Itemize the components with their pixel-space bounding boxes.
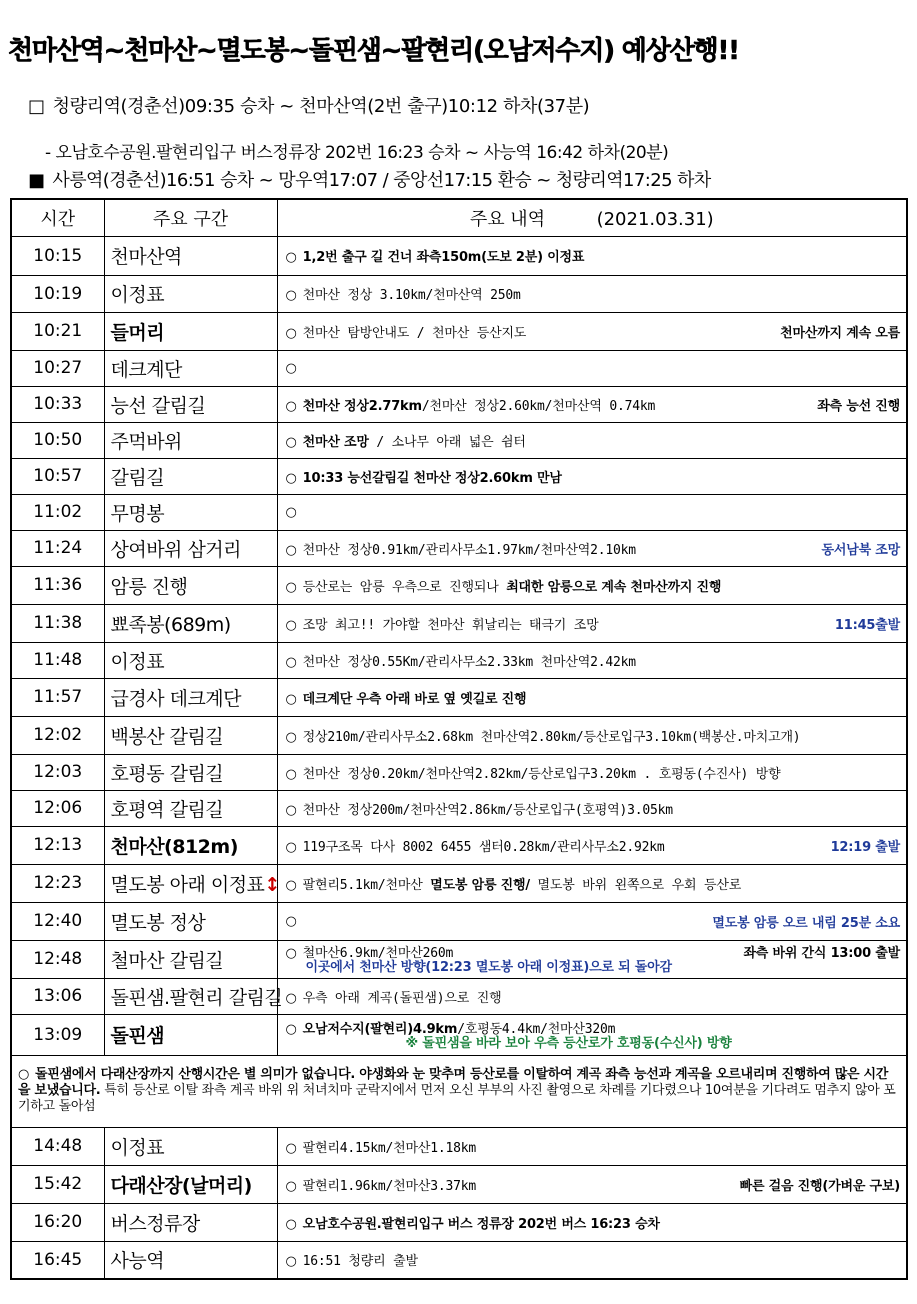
row-detail-line xyxy=(286,505,907,520)
row-detail-left xyxy=(286,361,303,376)
row-detail xyxy=(277,458,907,494)
table-row xyxy=(11,978,907,1014)
row-detail-note: 12:19 출발 xyxy=(830,839,900,855)
row-detail xyxy=(277,1241,907,1279)
row-section-label: 이정표 xyxy=(110,284,165,306)
row-section xyxy=(104,642,277,678)
row-detail-line xyxy=(286,912,907,931)
header-time: 시간 xyxy=(11,199,104,236)
row-detail-text: 천마산 정상 3.10km/천마산역 250m xyxy=(302,288,521,303)
row-detail-text: 조망 최고!! 가야할 천마산 휘날리는 태극기 조망 xyxy=(302,617,599,633)
table-row xyxy=(11,386,907,422)
row-detail-text: 정상210m/관리사무소2.68km 천마산역2.80km/등산로입구3.10km(백봉산.마치고개) xyxy=(302,729,801,745)
row-detail-line xyxy=(286,942,907,961)
row-detail-line xyxy=(286,1213,907,1232)
circle-bullet-icon: ○ xyxy=(285,617,297,633)
row-time: 11:36 xyxy=(11,566,104,604)
circle-bullet-icon: ○ xyxy=(285,729,297,745)
row-section-label: 사능역 xyxy=(110,1250,165,1273)
row-time: 16:20 xyxy=(11,1203,104,1241)
row-detail-bold: 오남저수지(팔현리)4.9km xyxy=(302,1021,458,1037)
transport-line-1 xyxy=(28,92,589,118)
row-detail-text: 천마산 탐방안내도 / 천마산 등산지도 xyxy=(302,325,527,341)
row-detail-note: 11:45출발 xyxy=(834,617,900,633)
row-section xyxy=(104,386,277,422)
circle-bullet-icon: ○ xyxy=(285,1140,297,1156)
row-detail-left xyxy=(286,651,636,670)
row-section xyxy=(104,978,283,1014)
row-detail xyxy=(277,494,907,530)
row-time: 11:02 xyxy=(11,494,104,530)
circle-bullet-icon: ○ xyxy=(285,470,297,486)
row-section xyxy=(104,1165,277,1203)
row-time: 12:03 xyxy=(11,754,104,790)
row-section-label: 호평동 갈림길 xyxy=(110,762,224,785)
row-detail-line xyxy=(286,1018,907,1037)
row-section-label: 철마산 갈림길 xyxy=(110,949,224,972)
row-section-label: 멸도봉 정상 xyxy=(110,911,206,934)
row-detail xyxy=(277,236,907,275)
row-section xyxy=(104,1127,277,1165)
row-detail-note: 좌측 능선 진행 xyxy=(817,398,900,414)
row-detail xyxy=(277,422,907,458)
circle-bullet-icon: ○ xyxy=(285,1216,297,1232)
row-section xyxy=(104,826,277,864)
row-detail xyxy=(277,1014,907,1055)
row-detail-subline: 이곳에서 천마산 방향(12:23 멸도봉 아래 이정표)으로 되 돌아감 xyxy=(305,960,672,976)
row-time: 10:27 xyxy=(11,350,104,386)
row-section xyxy=(104,350,277,386)
row-detail-text: 등산로는 암릉 우측으로 진행되나 xyxy=(302,579,507,595)
row-detail-line xyxy=(286,1137,907,1156)
row-detail-line xyxy=(286,987,907,1006)
row-section-label: 뾰족봉(689m) xyxy=(110,613,231,636)
row-detail-line xyxy=(286,467,907,486)
note-row xyxy=(11,1055,907,1127)
circle-bullet-icon: ○ xyxy=(285,839,297,855)
row-detail-line xyxy=(286,651,907,670)
row-detail-left xyxy=(286,763,781,782)
row-section-label: 천마산(812m) xyxy=(110,835,238,858)
circle-bullet-icon: ○ xyxy=(285,1178,297,1194)
row-detail-line xyxy=(286,1250,907,1269)
row-detail xyxy=(277,940,907,978)
row-time: 10:19 xyxy=(11,275,104,312)
row-detail xyxy=(277,530,907,566)
row-detail-line xyxy=(286,539,907,558)
table-row xyxy=(11,236,907,275)
row-detail-note: 동서남북 조망 xyxy=(821,542,900,558)
row-section-label: 돌핀샘.팔현리 갈림길 xyxy=(110,986,283,1009)
row-detail-tail: 멸도봉 바위 왼쪽으로 우회 등산로 xyxy=(529,877,742,893)
row-detail xyxy=(277,1203,907,1241)
row-section xyxy=(104,458,277,494)
row-detail-line xyxy=(286,361,907,376)
row-detail-left xyxy=(286,395,656,414)
row-section xyxy=(104,604,277,642)
row-time: 12:02 xyxy=(11,716,104,754)
row-detail-text: 119구조목 다사 8002 6455 샘터0.28km/관리사무소2.92km xyxy=(302,839,665,855)
row-detail-text: 팔현리5.1km/천마산 xyxy=(302,877,431,893)
row-section xyxy=(104,940,277,978)
circle-bullet-icon: ○ xyxy=(285,691,297,707)
table-row xyxy=(11,604,907,642)
row-detail-left xyxy=(286,467,562,486)
row-time: 11:57 xyxy=(11,678,104,716)
row-time: 12:06 xyxy=(11,790,104,826)
row-section-label: 상여바위 삼거리 xyxy=(110,538,242,561)
table-row xyxy=(11,1014,907,1055)
row-section-label: 암릉 진행 xyxy=(110,575,188,598)
row-detail xyxy=(277,604,907,642)
row-section-label: 이정표 xyxy=(110,650,165,673)
row-section-label: 호평역 갈림길 xyxy=(110,798,224,821)
row-detail-text: 1,2번 출구 길 건너 좌측150m(도보 2분) 이정표 xyxy=(302,250,585,265)
row-detail xyxy=(277,754,907,790)
table-row xyxy=(11,902,907,940)
row-detail-note: 빠른 걸음 진행(가벼운 구보) xyxy=(739,1178,900,1194)
circle-bullet-icon: ○ xyxy=(285,288,297,303)
row-time: 14:48 xyxy=(11,1127,104,1165)
note-part-2: 많은 시간을 보냈습니다. xyxy=(18,1066,889,1098)
table-row xyxy=(11,1165,907,1203)
row-detail xyxy=(277,864,907,902)
table-row xyxy=(11,1203,907,1241)
row-detail-text: 천마산 정상200m/천마산역2.86km/등산로입구(호평역)3.05km xyxy=(302,802,673,818)
row-detail-line xyxy=(286,395,907,414)
row-detail-text: 천마산 정상0.55Km/관리사무소2.33km 천마산역2.42km xyxy=(302,654,636,670)
row-detail xyxy=(277,678,907,716)
row-time: 16:45 xyxy=(11,1241,104,1279)
row-time: 12:23 xyxy=(11,864,104,902)
row-detail-left xyxy=(286,726,801,745)
row-section xyxy=(104,678,277,716)
transport-line-3 xyxy=(28,166,711,192)
row-time: 12:48 xyxy=(11,940,104,978)
circle-bullet-icon: ○ xyxy=(285,434,297,450)
row-section xyxy=(104,902,277,940)
table-row xyxy=(11,642,907,678)
row-section-label: 백봉산 갈림길 xyxy=(110,725,224,748)
row-detail-left xyxy=(286,1018,616,1037)
row-detail-left xyxy=(286,914,303,929)
row-detail-line xyxy=(286,836,907,855)
table-row xyxy=(11,790,907,826)
note-part-1: 돌핀샘에서 다래산장까지 산행시간은 별 의미가 없습니다. 야생화와 눈 맞추며 등산로를 이탈하여 계곡 좌측 능선과 계곡을 오르내리며 진행하여 xyxy=(35,1066,835,1082)
circle-bullet-icon: ○ xyxy=(285,913,297,929)
row-detail-line xyxy=(286,763,907,782)
row-detail-left xyxy=(286,799,673,818)
schedule-table xyxy=(10,198,908,1280)
row-detail xyxy=(277,1127,907,1165)
row-detail xyxy=(277,716,907,754)
row-detail-line xyxy=(286,576,907,595)
row-time: 10:21 xyxy=(11,312,104,350)
row-detail-left xyxy=(286,246,585,265)
row-detail-left xyxy=(286,836,665,855)
row-detail xyxy=(277,312,907,350)
circle-bullet-icon: ○ xyxy=(285,325,297,341)
note-cell xyxy=(11,1055,907,1127)
row-detail-text: 16:51 청량리 출발 xyxy=(302,1254,418,1270)
row-detail xyxy=(277,350,907,386)
circle-bullet-icon: ○ xyxy=(285,542,297,558)
header-date: (2021.03.31) xyxy=(596,208,714,230)
row-detail-text: /천마산 정상2.60km/천마산역 0.74km xyxy=(421,398,656,414)
row-section-label: 갈림길 xyxy=(110,466,165,489)
row-detail-left xyxy=(286,284,521,303)
row-section xyxy=(104,494,277,530)
row-section-label: 급경사 데크계단 xyxy=(110,687,242,710)
table-row xyxy=(11,864,907,902)
table-row xyxy=(11,1241,907,1279)
circle-bullet-icon: ○ xyxy=(285,946,297,962)
row-detail-left xyxy=(286,322,527,341)
circle-bullet-icon: ○ xyxy=(285,579,297,595)
transport-line-1-text: 청량리역(경춘선)09:35 승차 ~ 천마산역(2번 출구)10:12 하차(37분) xyxy=(52,96,590,117)
row-detail-text: 10:33 능선갈림길 천마산 정상2.60km 만남 xyxy=(302,470,562,486)
circle-bullet-icon: ○ xyxy=(285,1254,297,1270)
row-detail-line xyxy=(286,614,907,633)
transport-line-3-text: 사릉역(경춘선)16:51 승차 ~ 망우역17:07 / 중앙선17:15 환승 ~ 청량리역17:25 하차 xyxy=(52,170,711,191)
row-time: 11:24 xyxy=(11,530,104,566)
row-section-label: 천마산역 xyxy=(110,246,182,268)
row-time: 10:15 xyxy=(11,236,104,275)
row-detail-text: 천마산 정상0.91km/관리사무소1.97km/천마산역2.10km xyxy=(302,542,636,558)
row-time: 10:33 xyxy=(11,386,104,422)
row-detail-left xyxy=(286,431,526,450)
table-row xyxy=(11,312,907,350)
row-detail-bold: 천마산 조망 xyxy=(302,434,369,450)
filled-square-icon: ■ xyxy=(28,170,45,191)
row-section xyxy=(104,566,277,604)
row-detail-left xyxy=(286,614,599,633)
row-detail-note: 멸도봉 암릉 오르 내림 25분 소요 xyxy=(712,915,900,931)
row-detail-left xyxy=(286,987,502,1006)
row-detail-line xyxy=(286,284,907,303)
circle-bullet-icon: ○ xyxy=(285,802,297,818)
row-time: 13:06 xyxy=(11,978,104,1014)
circle-bullet-icon: ○ xyxy=(285,398,297,414)
header-detail xyxy=(277,199,907,236)
row-detail-line xyxy=(286,1175,907,1194)
row-detail-text: / 소나무 아래 넓은 쉼터 xyxy=(368,434,526,450)
row-time: 10:50 xyxy=(11,422,104,458)
row-detail-emphasis: 최대한 암릉으로 계속 천마산까지 진행 xyxy=(506,579,722,595)
table-row xyxy=(11,826,907,864)
row-time: 13:09 xyxy=(11,1014,104,1055)
circle-bullet-icon: ○ xyxy=(285,766,297,782)
row-detail-left xyxy=(286,1137,476,1156)
table-row xyxy=(11,350,907,386)
table-row xyxy=(11,940,907,978)
row-time: 12:13 xyxy=(11,826,104,864)
row-detail-text: 팔현리4.15km/천마산1.18km xyxy=(302,1140,476,1156)
row-detail xyxy=(277,386,907,422)
header-section: 주요 구간 xyxy=(104,199,277,236)
row-detail xyxy=(277,642,907,678)
row-section-label: 능선 갈림길 xyxy=(110,394,206,417)
note-part-3: 특히 등산로 이탈 좌측 계곡 바위 위 처녀치마 군락지에서 먼저 오신 부부의 사진 촬영으로 차례를 기다렸으나 10여분을 기다려도 멈추지 않아 포기하고 돌아섬 xyxy=(18,1082,896,1115)
row-detail xyxy=(277,978,907,1014)
row-detail-line xyxy=(286,726,907,745)
row-section xyxy=(104,1203,277,1241)
row-detail-emphasis: 멸도봉 암릉 진행/ xyxy=(430,877,530,893)
row-section xyxy=(104,422,277,458)
row-section-label: 데크계단 xyxy=(110,358,182,381)
row-detail-note: 좌측 바위 간식 13:00 출발 xyxy=(743,946,900,962)
row-section-label: 이정표 xyxy=(110,1136,165,1159)
row-detail-subline: ※ 돌핀샘을 바라 보아 우측 등산로가 호평동(수신사) 방향 xyxy=(405,1035,732,1051)
row-detail-text: 천마산 정상0.20km/천마산역2.82km/등산로입구3.20km . 호평동(수진사) 방향 xyxy=(302,766,781,782)
table-row xyxy=(11,754,907,790)
row-detail-line xyxy=(286,799,907,818)
row-section xyxy=(104,864,280,902)
row-detail-line xyxy=(286,322,907,341)
row-section-label: 다래산장(날머리) xyxy=(110,1174,252,1197)
row-section-label: 멸도봉 아래 이정표 xyxy=(110,873,265,896)
table-row xyxy=(11,422,907,458)
row-detail xyxy=(277,902,907,940)
row-section-label: 주먹바위 xyxy=(110,430,182,453)
row-section-label: 무명봉 xyxy=(110,502,165,525)
row-section xyxy=(104,716,277,754)
circle-bullet-icon: ○ xyxy=(285,360,297,376)
row-detail-left xyxy=(286,576,722,595)
row-time: 12:40 xyxy=(11,902,104,940)
row-detail-left xyxy=(286,539,636,558)
row-section xyxy=(104,236,277,275)
circle-bullet-icon: ○ xyxy=(285,654,297,670)
row-section xyxy=(104,312,277,350)
row-detail-left xyxy=(286,1213,660,1232)
row-detail-left xyxy=(286,942,454,961)
circle-bullet-icon: ○ xyxy=(285,504,297,520)
row-section xyxy=(104,275,277,312)
row-detail xyxy=(277,275,907,312)
table-row xyxy=(11,1127,907,1165)
row-detail-line xyxy=(286,688,907,707)
row-detail-line xyxy=(286,874,907,893)
row-detail-left xyxy=(286,1175,476,1194)
row-detail xyxy=(277,790,907,826)
checkbox-square-icon: □ xyxy=(28,96,45,117)
row-detail-left xyxy=(286,688,527,707)
circle-bullet-icon: ○ xyxy=(18,1066,30,1082)
header-detail-label: 주요 내역 xyxy=(469,208,546,230)
table-row xyxy=(11,275,907,312)
row-detail-text: 철마산6.9km/천마산260m xyxy=(302,946,454,962)
row-section xyxy=(104,530,277,566)
row-detail-bold: 천마산 정상2.77km xyxy=(302,398,422,414)
row-detail-note: 천마산까지 계속 오름 xyxy=(780,325,900,341)
row-detail xyxy=(277,566,907,604)
row-detail-line xyxy=(286,246,907,265)
circle-bullet-icon: ○ xyxy=(285,250,297,265)
row-detail xyxy=(277,1165,907,1203)
table-row xyxy=(11,678,907,716)
row-detail-text: /호평동4.4km/천마산320m xyxy=(457,1021,616,1037)
row-detail-text: 오남호수공원.팔현리입구 버스 정류장 202번 버스 16:23 승차 xyxy=(302,1216,660,1232)
page-title: 천마산역~천마산~멸도봉~돌핀샘~팔현리(오남저수지) 예상산행!! xyxy=(8,36,739,66)
row-time: 11:48 xyxy=(11,642,104,678)
row-section xyxy=(104,1014,277,1055)
row-section xyxy=(104,790,277,826)
circle-bullet-icon: ○ xyxy=(285,990,297,1006)
row-detail-left xyxy=(286,1250,418,1269)
row-detail-text: 데크계단 우측 아래 바로 옆 옛길로 진행 xyxy=(302,691,527,707)
row-detail xyxy=(277,826,907,864)
circle-bullet-icon: ○ xyxy=(285,1021,297,1037)
table-row xyxy=(11,716,907,754)
row-detail-text: 팔현리1.96km/천마산3.37km xyxy=(302,1178,476,1194)
table-row xyxy=(11,494,907,530)
table-row xyxy=(11,530,907,566)
row-detail-text: 우측 아래 계곡(돌핀샘)으로 진행 xyxy=(302,990,502,1006)
row-section xyxy=(104,754,277,790)
row-section-label: 돌핀샘 xyxy=(110,1025,165,1047)
row-time: 11:38 xyxy=(11,604,104,642)
row-section xyxy=(104,1241,277,1279)
table-header-row xyxy=(11,199,907,236)
row-detail-left xyxy=(286,505,303,520)
up-down-arrow-icon: ↕ xyxy=(264,873,280,896)
row-time: 10:57 xyxy=(11,458,104,494)
transport-line-2: - 오남호수공원.팔현리입구 버스정류장 202번 16:23 승차 ~ 사능역 16:42 하차(20분) xyxy=(45,143,669,163)
table-row xyxy=(11,458,907,494)
row-detail-line xyxy=(286,431,907,450)
table-row xyxy=(11,566,907,604)
row-time: 15:42 xyxy=(11,1165,104,1203)
circle-bullet-icon: ○ xyxy=(285,877,297,893)
row-section-label: 버스정류장 xyxy=(110,1212,200,1235)
row-section-label: 들머리 xyxy=(110,321,165,344)
row-detail-left xyxy=(286,874,742,893)
